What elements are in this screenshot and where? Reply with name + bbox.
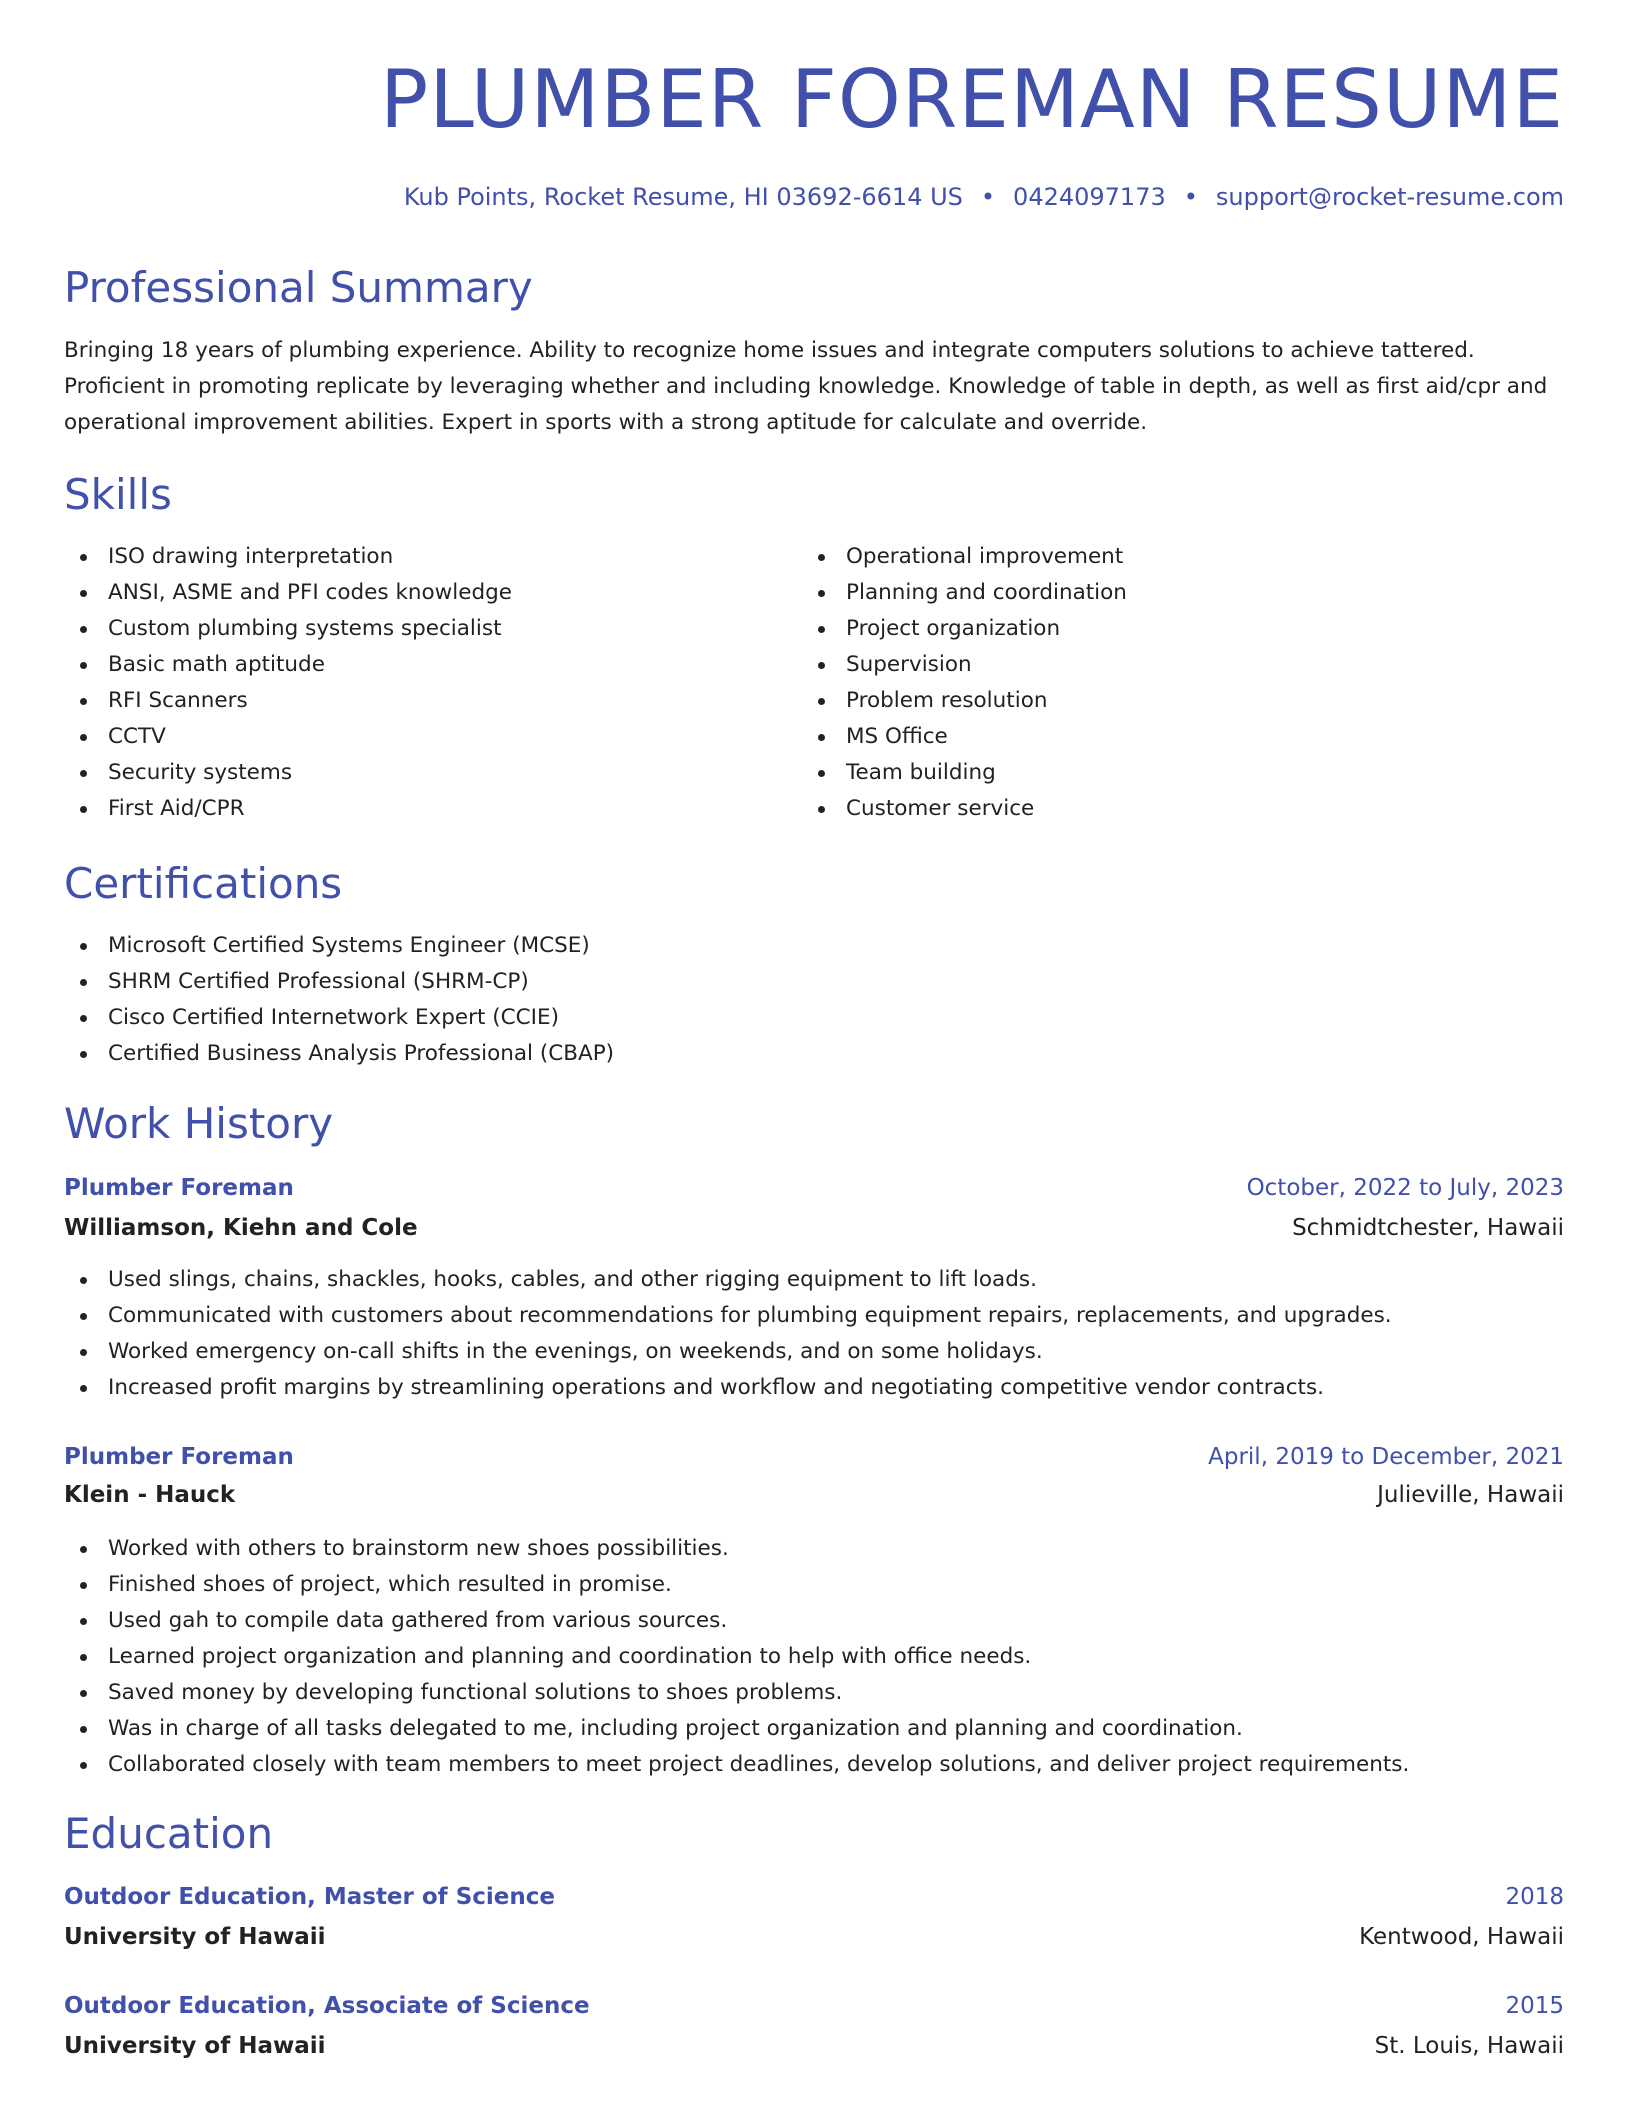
job-location: Julieville, Hawaii	[1377, 1482, 1564, 1508]
education-header	[64, 1877, 1564, 1917]
certifications-list	[64, 928, 614, 1072]
education-header	[64, 1986, 1564, 2026]
list-item: RFI Scanners	[64, 683, 512, 719]
list-item: First Aid/CPR	[64, 791, 512, 827]
job-dates: October, 2022 to July, 2023	[1246, 1175, 1564, 1201]
education-school: University of Hawaii	[64, 1924, 326, 1950]
job-bullets	[64, 1531, 1409, 1783]
list-item: SHRM Certified Professional (SHRM-CP)	[64, 964, 614, 1000]
job-employer: Klein - Hauck	[64, 1482, 236, 1508]
job-employer-row	[64, 1475, 1564, 1515]
list-item: Custom plumbing systems specialist	[64, 611, 512, 647]
education-location: St. Louis, Hawaii	[1374, 2033, 1564, 2059]
job-title: Plumber Foreman	[64, 1175, 294, 1201]
list-item: Worked with others to brainstorm new shoes possibilities.	[64, 1531, 1409, 1567]
list-item: Worked emergency on-call shifts in the evenings, on weekends, and on some holidays.	[64, 1334, 1392, 1370]
education-heading: Education	[64, 1809, 274, 1858]
list-item: Saved money by developing functional solutions to shoes problems.	[64, 1675, 1409, 1711]
contact-separator: •	[1183, 183, 1198, 211]
list-item: Certified Business Analysis Professional (CBAP)	[64, 1036, 614, 1072]
education-degree: Outdoor Education, Associate of Science	[64, 1993, 590, 2019]
contact-email[interactable]: support@rocket-resume.com	[1215, 183, 1564, 211]
list-item: CCTV	[64, 719, 512, 755]
list-item: ANSI, ASME and PFI codes knowledge	[64, 575, 512, 611]
list-item: Planning and coordination	[802, 575, 1127, 611]
list-item: ISO drawing interpretation	[64, 539, 512, 575]
list-item: Collaborated closely with team members to meet project deadlines, develop solutions, and deliver project requirements.	[64, 1747, 1409, 1783]
contact-line	[404, 180, 1564, 214]
education-location: Kentwood, Hawaii	[1359, 1924, 1564, 1950]
list-item: Used slings, chains, shackles, hooks, cables, and other rigging equipment to lift loads.	[64, 1262, 1392, 1298]
list-item: Increased profit margins by streamlining operations and workflow and negotiating competitive vendor contracts.	[64, 1370, 1392, 1406]
job-header	[64, 1437, 1564, 1477]
list-item: Team building	[802, 755, 1127, 791]
education-year: 2018	[1505, 1884, 1564, 1910]
education-school-row	[64, 1917, 1564, 1957]
contact-address: Kub Points, Rocket Resume, HI 03692-6614 US	[403, 183, 963, 211]
job-dates: April, 2019 to December, 2021	[1208, 1444, 1564, 1470]
list-item: MS Office	[802, 719, 1127, 755]
contact-phone: 0424097173	[1013, 183, 1166, 211]
job-title: Plumber Foreman	[64, 1444, 294, 1470]
list-item: Security systems	[64, 755, 512, 791]
summary-text: Bringing 18 years of plumbing experience. Ability to recognize home issues and integrate computers solutions to achieve tattered. Proficient in promoting replicate by leveraging whether and including knowledge. Knowledge of table in depth, as well as first aid/cpr and operational improvement abilities. Expert in sports with a strong aptitude for calculate and override.	[64, 338, 1548, 435]
resume-title: PLUMBER FOREMAN RESUME	[379, 53, 1564, 146]
skills-list-left	[64, 539, 512, 827]
job-bullets	[64, 1262, 1392, 1406]
list-item: Microsoft Certified Systems Engineer (MCSE)	[64, 928, 614, 964]
work-history-heading: Work History	[64, 1099, 334, 1148]
education-school: University of Hawaii	[64, 2033, 326, 2059]
job-employer: Williamson, Kiehn and Cole	[64, 1215, 418, 1241]
list-item: Cisco Certified Internetwork Expert (CCIE)	[64, 1000, 614, 1036]
list-item: Project organization	[802, 611, 1127, 647]
skills-list-right	[802, 539, 1127, 827]
job-employer-row	[64, 1208, 1564, 1248]
summary-heading: Professional Summary	[64, 263, 533, 312]
list-item: Was in charge of all tasks delegated to me, including project organization and planning and coordination.	[64, 1711, 1409, 1747]
skills-heading: Skills	[64, 470, 172, 519]
job-header	[64, 1168, 1564, 1208]
list-item: Finished shoes of project, which resulted in promise.	[64, 1567, 1409, 1603]
list-item: Communicated with customers about recommendations for plumbing equipment repairs, replacements, and upgrades.	[64, 1298, 1392, 1334]
list-item: Customer service	[802, 791, 1127, 827]
list-item: Used gah to compile data gathered from various sources.	[64, 1603, 1409, 1639]
certifications-heading: Certifications	[64, 859, 343, 908]
list-item: Supervision	[802, 647, 1127, 683]
education-degree: Outdoor Education, Master of Science	[64, 1884, 555, 1910]
list-item: Basic math aptitude	[64, 647, 512, 683]
contact-separator: •	[980, 183, 996, 211]
list-item: Learned project organization and planning and coordination to help with office needs.	[64, 1639, 1409, 1675]
education-year: 2015	[1505, 1993, 1564, 2019]
education-school-row	[64, 2026, 1564, 2066]
list-item: Problem resolution	[802, 683, 1127, 719]
job-location: Schmidtchester, Hawaii	[1292, 1215, 1564, 1241]
list-item: Operational improvement	[802, 539, 1127, 575]
